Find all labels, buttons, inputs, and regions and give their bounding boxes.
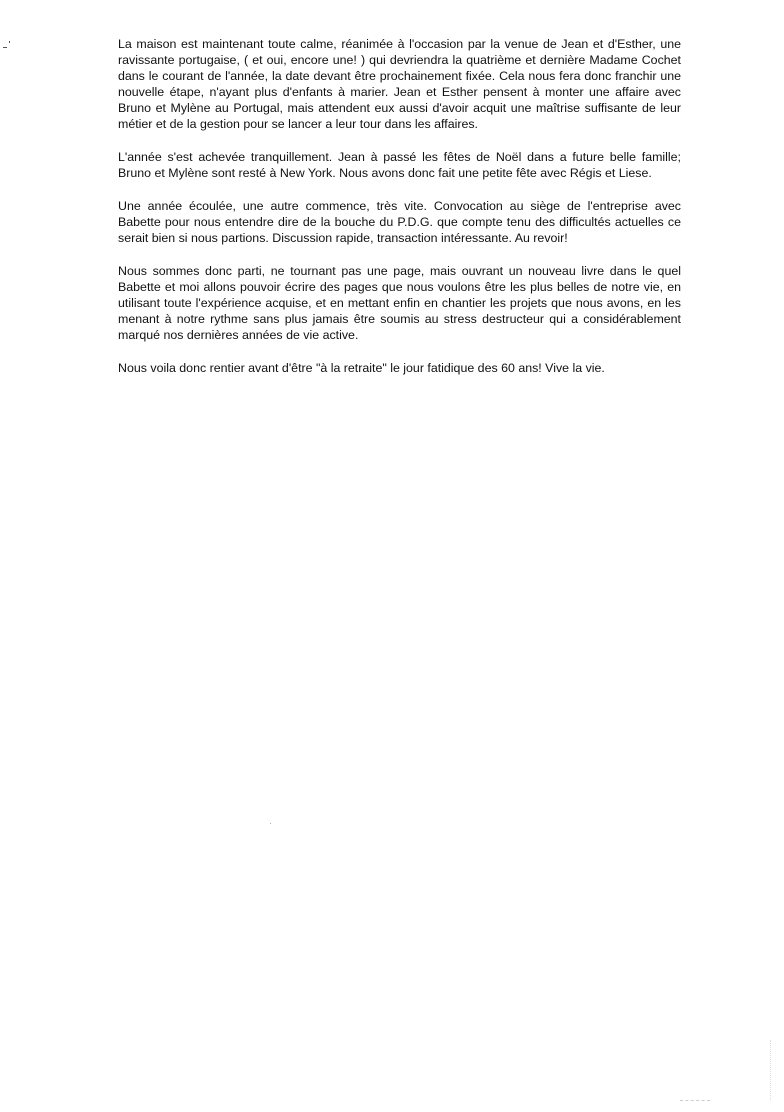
- paragraph-new-year: Une année écoulée, une autre commence, très vite. Convocation au siège de l'entreprise avec Babette pour nous entendre dire de la bouche du P.D.G. que compte tenu des difficultés actuelles ce serait bien si nous partions. Discussion rapide, transaction intéressante. Au revoir!: [118, 198, 681, 245]
- scan-artifact-dot: [270, 823, 271, 824]
- body-text: [118, 36, 681, 392]
- scan-artifact-mark: [9, 41, 10, 43]
- paragraph-family-news: La maison est maintenant toute calme, réanimée à l'occasion par la venue de Jean et d'Esther, une ravissante portugaise, ( et oui, encore une! ) qui devriendra la quatrième et dernière Madame Cochet dans le courant de l'année, la date devant être prochainement fixée. Cela nous fera donc franchir une nouvelle étape, n'ayant plus d'enfants à marier. Jean et Esther pensent à monter une affaire avec Bruno et Mylène au Portugal, mais attendent eux aussi d'avoir acquit une maîtrise suffisante de leur métier et de la gestion pour se lancer a leur tour dans les affaires.: [118, 37, 681, 132]
- scan-artifact-mark: [3, 47, 7, 48]
- scan-edge-artifact: [680, 1100, 710, 1101]
- paragraph-retirement: Nous voila donc rentier avant d'être "à la retraite" le jour fatidique des 60 ans! Vive la vie.: [118, 360, 605, 375]
- scan-edge-artifact: [770, 1040, 771, 1100]
- paragraph-year-end: L'année s'est achevée tranquillement. Jean à passé les fêtes de Noël dans a future belle famille; Bruno et Mylène sont resté à New York. Nous avons donc fait une petite fête avec Régis et Liese.: [118, 150, 681, 181]
- paragraph-new-chapter: Nous sommes donc parti, ne tournant pas une page, mais ouvrant un nouveau livre dans le quel Babette et moi allons pouvoir écrire des pages que nous voulons être les plus belles de notre vie, en utilisant toute l'expérience acquise, et en mettant enfin en chantier les projets que nous avons, en les menant à notre rythme sans plus jamais être soumis au stress destructeur qui a considérablement marqué nos dernières années de vie active.: [118, 263, 681, 342]
